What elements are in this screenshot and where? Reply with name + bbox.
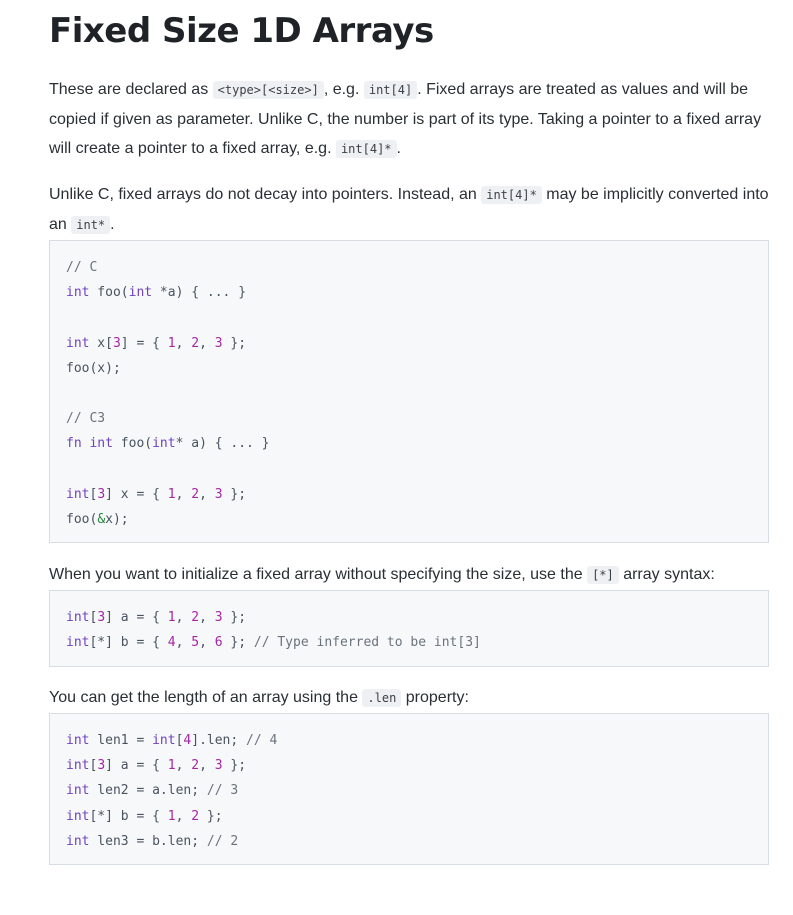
code-number: 3: [112, 335, 121, 351]
text: .: [396, 140, 401, 157]
code-text: len3 = b.len;: [89, 833, 207, 849]
code-number: 1: [167, 486, 176, 502]
doc-page: [49, 0, 769, 865]
code-text: [: [89, 610, 98, 625]
code-text: ,: [199, 635, 215, 651]
code-number: 3: [214, 758, 223, 774]
code-block-len[interactable]: [49, 713, 769, 865]
inline-code: int*: [71, 216, 110, 234]
code-text: * a) { ... }: [175, 436, 270, 452]
code-number: 3: [97, 486, 106, 502]
code-text: [*] b = {: [89, 635, 168, 651]
code-number: 1: [167, 758, 176, 774]
code-keyword: int: [89, 436, 113, 452]
code-keyword: int: [66, 285, 90, 301]
code-text: [: [89, 758, 98, 774]
inline-code: int[4]*: [336, 140, 397, 158]
code-number: 4: [183, 733, 192, 748]
inline-code: int[4]*: [481, 186, 542, 204]
code-number: 2: [191, 758, 200, 774]
inline-code: [*]: [587, 566, 619, 584]
code-text: ,: [175, 610, 192, 625]
code-text: *a) { ... }: [152, 285, 247, 301]
code-number: 1: [167, 610, 176, 625]
code-number: 1: [167, 335, 176, 351]
text: may be implicitly converted into an: [49, 186, 769, 233]
code-text: ,: [175, 486, 192, 502]
code-keyword: fn: [66, 436, 82, 452]
text: .: [110, 216, 115, 233]
text: These are declared as: [49, 81, 213, 98]
text: , e.g.: [323, 81, 364, 98]
code-keyword: int: [66, 783, 90, 799]
inline-code: .len: [362, 689, 401, 707]
code-keyword: int: [66, 610, 90, 625]
inline-code: int[4]: [364, 81, 417, 99]
code-text: [: [175, 733, 184, 748]
paragraph-declaration: [49, 75, 769, 164]
code-text: ,: [175, 335, 192, 351]
code-text: };: [222, 635, 254, 651]
code-number: 2: [191, 808, 200, 824]
code-text: foo(: [112, 436, 153, 452]
text: . Fixed arrays are treated as values and will be copied if given as parameter. Unlike C, the number is part of its type. Taking a pointer to a fixed array will create a pointer to a fixed array, e.g.: [49, 81, 762, 157]
code-text: };: [199, 808, 223, 824]
code-number: 5: [191, 635, 200, 651]
code-number: 3: [214, 335, 223, 351]
code-number: 3: [214, 610, 223, 625]
code-block-c-vs-c3[interactable]: [49, 240, 769, 543]
code-text: foo(x);: [66, 360, 121, 376]
code-text: ] a = {: [105, 758, 168, 774]
code-number: 4: [167, 635, 176, 651]
code-text: };: [222, 610, 247, 625]
code-keyword: int: [66, 758, 90, 774]
inline-code: <type>[<size>]: [213, 81, 324, 99]
code-number: 3: [97, 610, 106, 625]
code-text: ,: [199, 335, 215, 351]
code-keyword: int: [66, 808, 90, 824]
code-text: };: [222, 758, 247, 774]
code-comment: // 3: [206, 783, 239, 799]
code-text: };: [222, 486, 247, 502]
code-comment: // C: [66, 260, 98, 275]
code-text: x);: [105, 512, 129, 528]
code-number: 3: [97, 758, 106, 774]
paragraph-decay: [49, 180, 769, 240]
text: Unlike C, fixed arrays do not decay into pointers. Instead, an: [49, 186, 482, 203]
code-text: ,: [199, 486, 215, 502]
code-text: ] x = {: [105, 486, 168, 502]
paragraph-infer-size: [49, 560, 769, 590]
page-title: Fixed Size 1D Arrays: [49, 11, 434, 51]
code-number: 3: [214, 486, 223, 502]
code-comment: // 2: [206, 833, 239, 849]
code-number: 2: [191, 610, 200, 625]
text: You can get the length of an array using the: [49, 689, 363, 706]
code-text: ,: [175, 758, 192, 774]
code-number: 6: [214, 635, 223, 651]
code-keyword: int: [66, 486, 90, 502]
code-text: ] = {: [120, 335, 168, 351]
code-text: foo(: [89, 285, 129, 301]
code-comment: // C3: [66, 411, 106, 427]
code-text: ] a = {: [105, 610, 168, 625]
code-text: len2 = a.len;: [89, 783, 207, 799]
text: When you want to initialize a fixed array without specifying the size, use the: [49, 566, 588, 583]
code-keyword: int: [66, 733, 90, 748]
code-comment: // 4: [246, 733, 278, 748]
code-text: x[: [89, 335, 113, 351]
code-text: ,: [175, 808, 192, 824]
code-text: ,: [199, 758, 215, 774]
code-operator: &: [97, 512, 106, 528]
code-text: [*] b = {: [89, 808, 168, 824]
text: property:: [401, 689, 469, 706]
code-text: ,: [175, 635, 192, 651]
code-keyword: int: [128, 285, 153, 301]
text: array syntax:: [618, 566, 715, 583]
code-keyword: int: [152, 733, 176, 748]
code-block-infer[interactable]: [49, 590, 769, 667]
code-comment: // Type inferred to be int[3]: [253, 635, 481, 651]
code-text: foo(: [66, 512, 98, 528]
paragraph-len: [49, 683, 769, 713]
code-number: 1: [167, 808, 176, 824]
code-keyword: int: [152, 436, 176, 452]
code-keyword: int: [66, 635, 90, 651]
code-text: };: [222, 335, 247, 351]
code-text: len1 =: [89, 733, 153, 748]
code-number: 2: [191, 335, 200, 351]
code-text: ,: [199, 610, 215, 625]
code-keyword: int: [66, 335, 90, 351]
code-text: [: [89, 486, 98, 502]
code-text: ].len;: [191, 733, 247, 748]
code-keyword: int: [66, 833, 90, 849]
code-number: 2: [191, 486, 200, 502]
